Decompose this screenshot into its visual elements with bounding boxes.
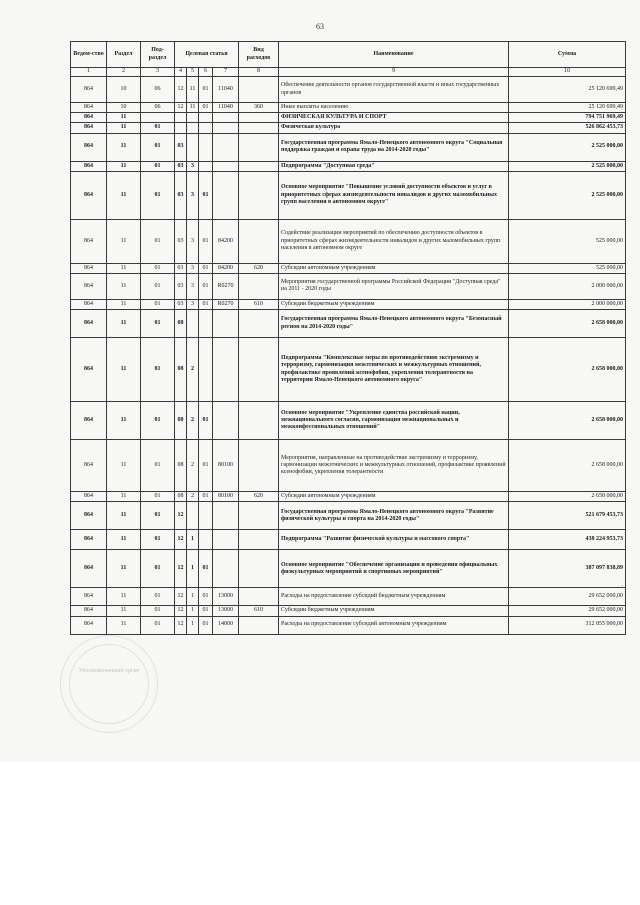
- cell-cs-2: 3: [187, 219, 199, 263]
- cell-cs-4: [213, 133, 239, 161]
- stamp-inner-ring: [69, 644, 149, 724]
- cell-vedomstvo: 864: [71, 530, 107, 550]
- cell-naimenovanie: Субсидии автономным учреждениям: [279, 263, 509, 273]
- cell-cs-4: 13000: [213, 588, 239, 606]
- cell-cs-2: 1: [187, 530, 199, 550]
- cell-cs-4: [213, 402, 239, 440]
- cell-cs-1: 03: [175, 161, 187, 171]
- column-number: 7: [213, 68, 239, 77]
- cell-cs-2: [187, 310, 199, 338]
- cell-cs-3: [199, 123, 213, 133]
- cell-vedomstvo: 864: [71, 606, 107, 616]
- cell-cs-4: 11040: [213, 77, 239, 103]
- table-row: [71, 606, 626, 616]
- table-row: [71, 588, 626, 606]
- budget-table: [70, 41, 626, 635]
- cell-podrazdel: 01: [141, 273, 175, 299]
- cell-cs-2: [187, 502, 199, 530]
- cell-cs-2: 1: [187, 616, 199, 634]
- cell-cs-2: 2: [187, 402, 199, 440]
- cell-cs-3: [199, 161, 213, 171]
- cell-podrazdel: 01: [141, 606, 175, 616]
- column-number: 1: [71, 68, 107, 77]
- cell-podrazdel: 01: [141, 123, 175, 133]
- cell-cs-1: 12: [175, 606, 187, 616]
- cell-cs-1: [175, 123, 187, 133]
- header-summa: Сумма: [509, 42, 626, 68]
- table-row: [71, 492, 626, 502]
- column-number: 5: [187, 68, 199, 77]
- cell-vid-rashodov: [239, 616, 279, 634]
- cell-summa: 2 658 000,00: [509, 402, 626, 440]
- cell-cs-4: [213, 550, 239, 588]
- table-row: [71, 440, 626, 492]
- cell-cs-2: 3: [187, 263, 199, 273]
- cell-cs-2: 3: [187, 299, 199, 309]
- cell-cs-3: [199, 113, 213, 123]
- cell-cs-4: [213, 113, 239, 123]
- header-vedomstvo: Ведом-ство: [71, 42, 107, 68]
- cell-vid-rashodov: [239, 171, 279, 219]
- header-vid-rashodov: Вид расходов: [239, 42, 279, 68]
- cell-cs-1: 03: [175, 263, 187, 273]
- cell-cs-3: [199, 530, 213, 550]
- cell-razdel: 11: [107, 502, 141, 530]
- cell-cs-1: 08: [175, 402, 187, 440]
- cell-razdel: 11: [107, 440, 141, 492]
- cell-cs-1: 03: [175, 133, 187, 161]
- cell-summa: 312 855 000,00: [509, 616, 626, 634]
- cell-cs-4: [213, 530, 239, 550]
- cell-naimenovanie: Субсидии автономным учреждениям: [279, 492, 509, 502]
- cell-vid-rashodov: [239, 161, 279, 171]
- cell-summa: 2 525 000,00: [509, 133, 626, 161]
- cell-cs-3: 01: [199, 550, 213, 588]
- cell-summa: 2 525 000,00: [509, 161, 626, 171]
- cell-vid-rashodov: [239, 338, 279, 402]
- cell-vedomstvo: 864: [71, 616, 107, 634]
- cell-podrazdel: 01: [141, 133, 175, 161]
- cell-summa: 794 751 969,49: [509, 113, 626, 123]
- cell-cs-1: 08: [175, 338, 187, 402]
- header-naimenovanie: Наименование: [279, 42, 509, 68]
- cell-razdel: 11: [107, 133, 141, 161]
- cell-summa: 2 658 000,00: [509, 492, 626, 502]
- table-row: [71, 77, 626, 103]
- cell-razdel: 10: [107, 103, 141, 113]
- cell-podrazdel: [141, 113, 175, 123]
- cell-vid-rashodov: [239, 113, 279, 123]
- cell-summa: 387 097 838,89: [509, 550, 626, 588]
- cell-razdel: 11: [107, 338, 141, 402]
- cell-vedomstvo: 864: [71, 440, 107, 492]
- cell-cs-2: [187, 133, 199, 161]
- cell-naimenovanie: Основное мероприятие "Укрепление единства российской нации, межнационального согласия, гармонизация межнациональных и межконфессиональных отношений": [279, 402, 509, 440]
- cell-vedomstvo: 864: [71, 103, 107, 113]
- table-row: [71, 161, 626, 171]
- cell-razdel: 10: [107, 77, 141, 103]
- cell-naimenovanie: ФИЗИЧЕСКАЯ КУЛЬТУРА И СПОРТ: [279, 113, 509, 123]
- cell-vedomstvo: 864: [71, 263, 107, 273]
- cell-razdel: 11: [107, 588, 141, 606]
- cell-cs-4: R0270: [213, 273, 239, 299]
- cell-summa: 525 000,00: [509, 263, 626, 273]
- cell-cs-1: 08: [175, 440, 187, 492]
- cell-summa: 525 000,00: [509, 219, 626, 263]
- cell-cs-4: [213, 502, 239, 530]
- cell-summa: 2 000 000,00: [509, 299, 626, 309]
- cell-razdel: 11: [107, 123, 141, 133]
- cell-cs-1: 12: [175, 103, 187, 113]
- table-row: [71, 310, 626, 338]
- cell-vid-rashodov: [239, 440, 279, 492]
- cell-naimenovanie: Подпрограмма "Комплексные меры по противодействию экстремизму и терроризму, гармонизация межэтнических и межкультурных отношений, профилактике проявлений ксенофобии, укрепления толерантности на территории Ямало-Ненецкого автономного округа": [279, 338, 509, 402]
- cell-cs-3: 01: [199, 263, 213, 273]
- cell-cs-2: 11: [187, 103, 199, 113]
- column-number: 4: [175, 68, 187, 77]
- cell-vid-rashodov: [239, 77, 279, 103]
- cell-podrazdel: 06: [141, 103, 175, 113]
- cell-cs-2: 1: [187, 550, 199, 588]
- cell-summa: 29 652 000,00: [509, 588, 626, 606]
- cell-podrazdel: 01: [141, 171, 175, 219]
- cell-naimenovanie: Государственная программа Ямало-Ненецкого автономного округа "Развитие физической культуры и спорта на 2014-2020 годы": [279, 502, 509, 530]
- table-row: [71, 299, 626, 309]
- table-row: [71, 123, 626, 133]
- cell-vedomstvo: 864: [71, 77, 107, 103]
- column-number: 8: [239, 68, 279, 77]
- table-row: [71, 550, 626, 588]
- cell-vedomstvo: 864: [71, 123, 107, 133]
- cell-summa: 2 658 000,00: [509, 310, 626, 338]
- cell-naimenovanie: Государственная программа Ямало-Ненецкого автономного округа "Безопасный регион на 2014-2020 годы": [279, 310, 509, 338]
- cell-cs-2: 11: [187, 77, 199, 103]
- cell-podrazdel: 01: [141, 299, 175, 309]
- cell-razdel: 11: [107, 113, 141, 123]
- cell-razdel: 11: [107, 263, 141, 273]
- cell-cs-1: 12: [175, 502, 187, 530]
- cell-naimenovanie: Государственная программа Ямало-Ненецкого автономного округа "Социальная поддержка граждан и охрана труда на 2014-2020 годы": [279, 133, 509, 161]
- table-row: [71, 113, 626, 123]
- cell-cs-3: 01: [199, 606, 213, 616]
- cell-summa: 438 224 953,73: [509, 530, 626, 550]
- cell-cs-1: 03: [175, 273, 187, 299]
- cell-vid-rashodov: [239, 310, 279, 338]
- cell-cs-3: 01: [199, 103, 213, 113]
- cell-cs-2: [187, 113, 199, 123]
- cell-cs-3: 01: [199, 440, 213, 492]
- table-row: [71, 616, 626, 634]
- column-number: 2: [107, 68, 141, 77]
- cell-summa: 2 658 000,00: [509, 338, 626, 402]
- cell-summa: 29 652 000,00: [509, 606, 626, 616]
- cell-cs-1: 03: [175, 299, 187, 309]
- cell-razdel: 11: [107, 616, 141, 634]
- cell-razdel: 11: [107, 530, 141, 550]
- cell-cs-1: 12: [175, 616, 187, 634]
- cell-cs-4: 13000: [213, 606, 239, 616]
- cell-cs-1: 12: [175, 550, 187, 588]
- cell-vid-rashodov: [239, 123, 279, 133]
- cell-cs-3: [199, 502, 213, 530]
- cell-cs-4: 80100: [213, 492, 239, 502]
- cell-podrazdel: 01: [141, 263, 175, 273]
- cell-cs-2: 2: [187, 440, 199, 492]
- table-row: [71, 273, 626, 299]
- column-number: 6: [199, 68, 213, 77]
- cell-cs-4: [213, 171, 239, 219]
- cell-cs-3: [199, 133, 213, 161]
- cell-vid-rashodov: [239, 402, 279, 440]
- cell-podrazdel: 06: [141, 77, 175, 103]
- cell-cs-1: 12: [175, 530, 187, 550]
- cell-cs-4: 84200: [213, 263, 239, 273]
- cell-cs-3: 01: [199, 171, 213, 219]
- cell-cs-2: 1: [187, 606, 199, 616]
- cell-summa: 25 120 699,49: [509, 77, 626, 103]
- cell-naimenovanie: Субсидии бюджетным учреждениям: [279, 606, 509, 616]
- cell-naimenovanie: Подпрограмма "Развитие физической культуры и массового спорта": [279, 530, 509, 550]
- cell-razdel: 11: [107, 161, 141, 171]
- cell-podrazdel: 01: [141, 219, 175, 263]
- cell-vedomstvo: 864: [71, 161, 107, 171]
- cell-vid-rashodov: [239, 502, 279, 530]
- cell-razdel: 11: [107, 273, 141, 299]
- cell-cs-3: 01: [199, 219, 213, 263]
- header-row: [71, 42, 626, 68]
- cell-summa: 25 120 699,49: [509, 103, 626, 113]
- cell-cs-1: 12: [175, 588, 187, 606]
- cell-naimenovanie: Подпрограмма "Доступная среда": [279, 161, 509, 171]
- cell-naimenovanie: Мероприятия, направленные на противодействие экстремизму и терроризму, гармонизации межэтнических и межкультурных отношений, профилактике проявлений ксенофобии, укрепления толерантности: [279, 440, 509, 492]
- cell-razdel: 11: [107, 402, 141, 440]
- header-razdel: Раздел: [107, 42, 141, 68]
- cell-cs-2: 2: [187, 492, 199, 502]
- cell-podrazdel: 01: [141, 588, 175, 606]
- page-number: 63: [316, 22, 324, 31]
- cell-podrazdel: 01: [141, 310, 175, 338]
- cell-vid-rashodov: 360: [239, 103, 279, 113]
- cell-cs-3: 01: [199, 77, 213, 103]
- cell-naimenovanie: Иные выплаты населению: [279, 103, 509, 113]
- cell-podrazdel: 01: [141, 502, 175, 530]
- cell-vid-rashodov: [239, 530, 279, 550]
- cell-cs-2: 2: [187, 338, 199, 402]
- cell-podrazdel: 01: [141, 616, 175, 634]
- cell-cs-4: 11040: [213, 103, 239, 113]
- cell-vedomstvo: 864: [71, 113, 107, 123]
- cell-vedomstvo: 864: [71, 402, 107, 440]
- cell-summa: 2 525 000,00: [509, 171, 626, 219]
- cell-cs-2: [187, 123, 199, 133]
- cell-vedomstvo: 864: [71, 273, 107, 299]
- cell-summa: 2 658 000,00: [509, 440, 626, 492]
- cell-podrazdel: 01: [141, 550, 175, 588]
- cell-summa: 521 679 453,73: [509, 502, 626, 530]
- cell-naimenovanie: Основное мероприятие "Повышение условий доступности объектов и услуг в приоритетных сферах жизнедеятельности инвалидов и других маломобильных групп населения в автономном округе": [279, 171, 509, 219]
- cell-razdel: 11: [107, 219, 141, 263]
- column-number-row: [71, 68, 626, 77]
- header-celevaya-statya: Целевая статья: [175, 42, 239, 68]
- cell-vedomstvo: 864: [71, 550, 107, 588]
- cell-podrazdel: 01: [141, 402, 175, 440]
- cell-vedomstvo: 864: [71, 133, 107, 161]
- cell-podrazdel: 01: [141, 492, 175, 502]
- cell-vedomstvo: 864: [71, 588, 107, 606]
- cell-vid-rashodov: 620: [239, 492, 279, 502]
- cell-vedomstvo: 864: [71, 219, 107, 263]
- table-row: [71, 263, 626, 273]
- cell-cs-4: [213, 310, 239, 338]
- cell-cs-3: 01: [199, 616, 213, 634]
- cell-naimenovanie: Содействие реализации мероприятий по обеспечению доступности объектов в приоритетных сферах жизнедеятельности инвалидов и других маломобильных групп населения в автономном округе: [279, 219, 509, 263]
- stamp-text: Уполномоченный орган: [78, 668, 140, 674]
- cell-cs-1: 08: [175, 492, 187, 502]
- cell-summa: 526 862 453,73: [509, 123, 626, 133]
- cell-naimenovanie: Основное мероприятие "Обеспечение организации и проведения официальных физкультурных мероприятий и спортивных мероприятий": [279, 550, 509, 588]
- cell-naimenovanie: Субсидии бюджетным учреждениям: [279, 299, 509, 309]
- cell-razdel: 11: [107, 171, 141, 219]
- cell-vid-rashodov: [239, 588, 279, 606]
- cell-cs-3: 01: [199, 492, 213, 502]
- cell-cs-4: 80100: [213, 440, 239, 492]
- cell-naimenovanie: Расходы на предоставление субсидий автономным учреждениям: [279, 616, 509, 634]
- cell-razdel: 11: [107, 492, 141, 502]
- margin-mark: ·: [621, 582, 624, 590]
- cell-vid-rashodov: 610: [239, 606, 279, 616]
- column-number: 10: [509, 68, 626, 77]
- cell-razdel: 11: [107, 299, 141, 309]
- cell-podrazdel: 01: [141, 161, 175, 171]
- cell-vid-rashodov: [239, 273, 279, 299]
- table-row: [71, 338, 626, 402]
- cell-cs-3: [199, 338, 213, 402]
- cell-vid-rashodov: 620: [239, 263, 279, 273]
- cell-naimenovanie: Обеспечение деятельности органов государственной власти и иных государственных органов: [279, 77, 509, 103]
- cell-vid-rashodov: [239, 219, 279, 263]
- cell-cs-4: [213, 123, 239, 133]
- cell-vedomstvo: 864: [71, 171, 107, 219]
- cell-cs-1: 03: [175, 171, 187, 219]
- cell-cs-4: R0270: [213, 299, 239, 309]
- cell-podrazdel: 01: [141, 338, 175, 402]
- cell-cs-2: 3: [187, 161, 199, 171]
- cell-cs-4: [213, 338, 239, 402]
- cell-vedomstvo: 864: [71, 299, 107, 309]
- cell-cs-1: 12: [175, 77, 187, 103]
- cell-cs-2: 3: [187, 273, 199, 299]
- table-row: [71, 402, 626, 440]
- cell-cs-2: 1: [187, 588, 199, 606]
- cell-podrazdel: 01: [141, 440, 175, 492]
- column-number: 3: [141, 68, 175, 77]
- table-row: [71, 502, 626, 530]
- cell-cs-3: [199, 310, 213, 338]
- cell-cs-1: [175, 113, 187, 123]
- cell-cs-4: 84200: [213, 219, 239, 263]
- cell-cs-4: [213, 161, 239, 171]
- cell-vedomstvo: 864: [71, 310, 107, 338]
- cell-vedomstvo: 864: [71, 492, 107, 502]
- table-row: [71, 103, 626, 113]
- cell-razdel: 11: [107, 550, 141, 588]
- cell-cs-3: 01: [199, 273, 213, 299]
- cell-naimenovanie: Мероприятия государственной программы Российской Федерации "Доступная среда" на 2011 - 2020 годы: [279, 273, 509, 299]
- cell-podrazdel: 01: [141, 530, 175, 550]
- faded-stamp: [60, 635, 158, 733]
- cell-naimenovanie: Физическая культура: [279, 123, 509, 133]
- cell-summa: 2 000 000,00: [509, 273, 626, 299]
- cell-cs-3: 01: [199, 588, 213, 606]
- cell-cs-1: 03: [175, 219, 187, 263]
- cell-cs-4: 14000: [213, 616, 239, 634]
- cell-cs-1: 08: [175, 310, 187, 338]
- table-row: [71, 530, 626, 550]
- cell-vedomstvo: 864: [71, 502, 107, 530]
- cell-cs-2: 3: [187, 171, 199, 219]
- cell-cs-3: 01: [199, 299, 213, 309]
- cell-vid-rashodov: 610: [239, 299, 279, 309]
- cell-naimenovanie: Расходы на предоставление субсидий бюджетным учреждениям: [279, 588, 509, 606]
- cell-vedomstvo: 864: [71, 338, 107, 402]
- cell-cs-3: 01: [199, 402, 213, 440]
- table-row: [71, 171, 626, 219]
- cell-vid-rashodov: [239, 133, 279, 161]
- cell-razdel: 11: [107, 310, 141, 338]
- cell-razdel: 11: [107, 606, 141, 616]
- header-podrazdel: Под-раздел: [141, 42, 175, 68]
- column-number: 9: [279, 68, 509, 77]
- cell-vid-rashodov: [239, 550, 279, 588]
- table-row: [71, 133, 626, 161]
- table-row: [71, 219, 626, 263]
